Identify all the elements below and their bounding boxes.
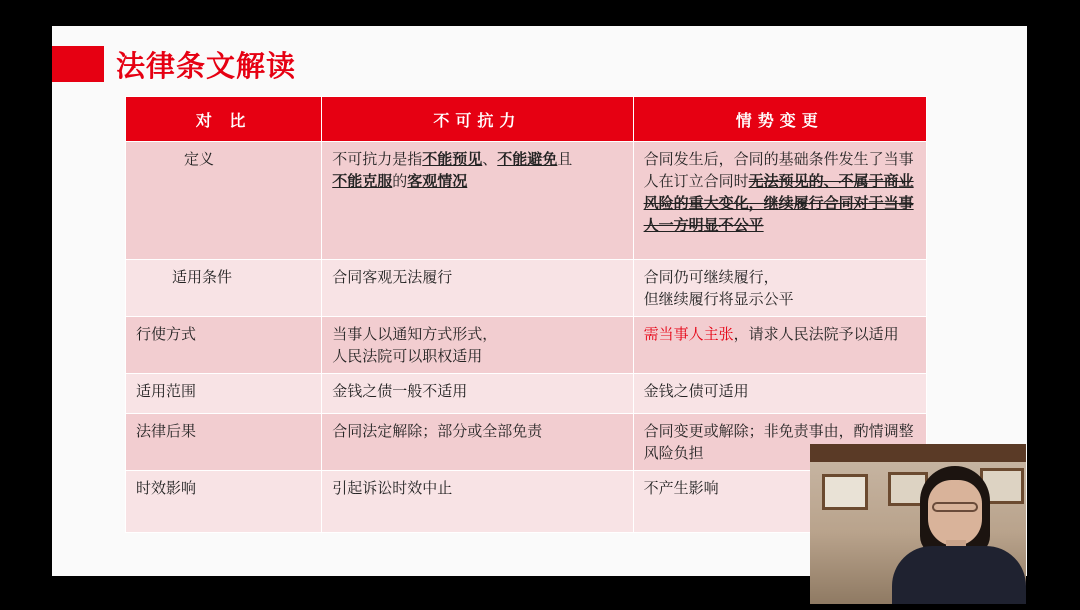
text: 不能避免 (497, 150, 558, 168)
cell-force-definition (322, 142, 633, 260)
cell-change-scope: 金钱之债可适用 (633, 374, 926, 414)
text: 客观情况 (407, 172, 468, 190)
table-row (126, 142, 927, 260)
text: 人民法院可以职权适用 (332, 347, 483, 365)
table-row (126, 317, 927, 374)
cell-force-limitation: 引起诉讼时效中止 (322, 471, 633, 533)
row-label: 法律后果 (126, 414, 322, 471)
row-label: 时效影响 (126, 471, 322, 533)
text: 但继续履行将显示公平 (643, 290, 794, 308)
row-label: 定义 (126, 142, 322, 260)
text: 不能克服 (332, 172, 393, 190)
text: 、 (482, 150, 498, 168)
row-label: 适用条件 (126, 260, 322, 317)
text: 的 (392, 172, 408, 190)
text: 需当事人主张 (643, 325, 734, 343)
row-label: 适用范围 (126, 374, 322, 414)
header-change-of-circumstances: 情势变更 (633, 97, 926, 142)
text: 不可抗力是指 (332, 150, 423, 168)
table-row (126, 414, 927, 471)
ceiling-beam (810, 444, 1026, 462)
cell-change-limitation: 不产生影响 (633, 471, 926, 533)
presenter-face (928, 480, 982, 546)
cell-change-definition (633, 142, 926, 260)
text: 合同发生后，合同的基础条件发生了当事人在订立合同时 (643, 150, 914, 190)
text: 且 (557, 150, 573, 168)
table-row (126, 374, 927, 414)
glasses-icon (932, 502, 978, 512)
table-header-row (126, 97, 927, 142)
text: 无法预见的、不属于商业风险的重大变化，继续履行合同对于当事人一方明显不公平 (643, 172, 914, 234)
webcam-video-feed[interactable] (810, 444, 1026, 604)
text: 当事人以通知方式形式， (332, 325, 498, 343)
cell-change-condition (633, 260, 926, 317)
cell-force-method (322, 317, 633, 374)
presenter-body (892, 546, 1026, 604)
title-accent-bar (52, 46, 104, 82)
comparison-table (125, 96, 927, 533)
cell-change-consequence: 合同变更或解除；非免责事由，酌情调整风险负担 (633, 414, 926, 471)
row-label: 行使方式 (126, 317, 322, 374)
table-row (126, 471, 927, 533)
text: 不能预见 (422, 150, 483, 168)
cell-force-condition: 合同客观无法履行 (322, 260, 633, 317)
table-row (126, 260, 927, 317)
header-force-majeure: 不可抗力 (322, 97, 633, 142)
cell-force-consequence: 合同法定解除；部分或全部免责 (322, 414, 633, 471)
picture-frame (822, 474, 868, 510)
text: 合同仍可继续履行， (643, 268, 779, 286)
header-compare: 对 比 (126, 97, 322, 142)
cell-force-scope: 金钱之债一般不适用 (322, 374, 633, 414)
text: ，请求人民法院予以适用 (733, 325, 899, 343)
slide-title: 法律条文解读 (116, 49, 297, 83)
cell-change-method (633, 317, 926, 374)
